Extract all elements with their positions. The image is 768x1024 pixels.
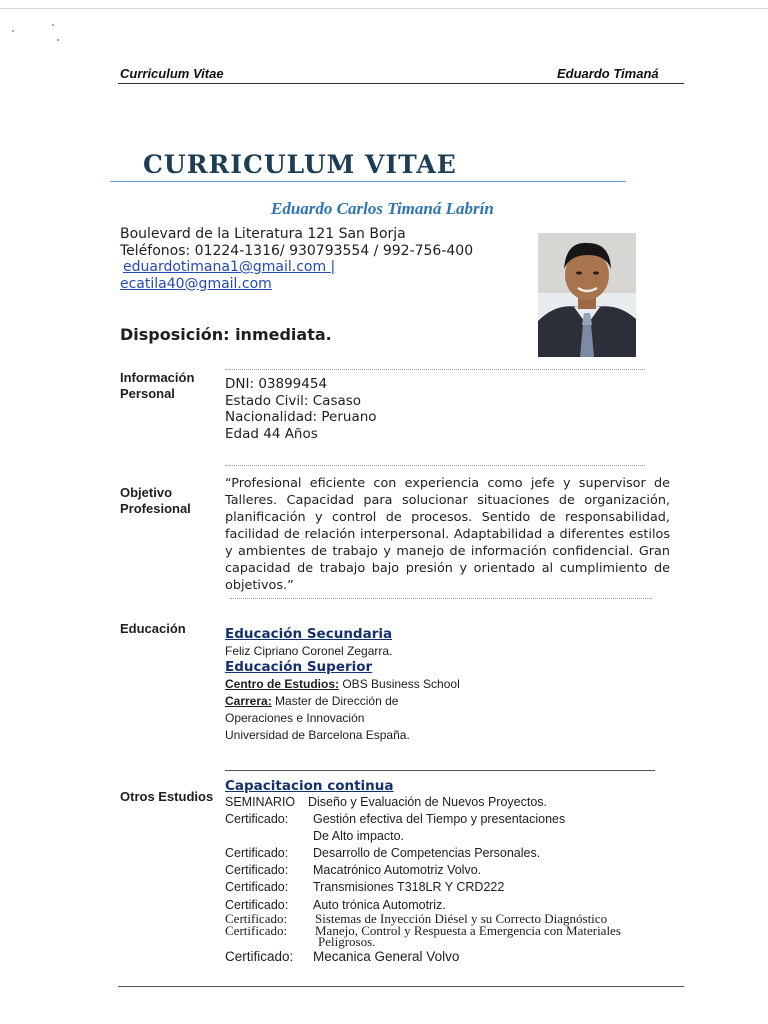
education-label: Educación bbox=[120, 621, 186, 636]
cert-item: Macatrónico Automotriz Volvo. bbox=[313, 863, 482, 877]
document-title: CURRICULUM VITAE bbox=[143, 150, 457, 179]
cert-label: Certificado: bbox=[225, 923, 288, 938]
cert-item: Desarrollo de Competencias Personales. bbox=[313, 846, 541, 860]
email-row bbox=[120, 259, 473, 276]
cert-item: Transmisiones T318LR Y CRD222 bbox=[313, 880, 505, 894]
email-row-2 bbox=[120, 276, 473, 293]
education-block bbox=[225, 626, 460, 744]
cert-label: Certificado: bbox=[225, 863, 289, 877]
objective-text: “Profesional eficiente con experiencia como jefe y supervisor de Talleres. Capacidad para solucionar situaciones de organización, planificación y control de procesos. Sentido de responsabilidad, facilidad de relación interpersonal. Adaptabilidad a diferentes estilos y ambientes de trabajo y manejo de información confidencial. Gran capacidad de trabajo bajo presión y orientado al cumplimiento de objetivos.” bbox=[225, 476, 670, 593]
email-link-1[interactable]: eduardotimana1@gmail.com bbox=[123, 259, 327, 275]
cert-item: Gestión efectiva del Tiempo y presentaciones bbox=[313, 812, 566, 826]
header-rule bbox=[118, 83, 684, 84]
cert-item: De Alto impacto. bbox=[313, 829, 405, 843]
nationality: Nacionalidad: Peruano bbox=[225, 409, 377, 425]
contact-block bbox=[120, 226, 473, 292]
cert-label: Certificado: bbox=[225, 880, 289, 894]
cert-label: Certificado: bbox=[225, 911, 288, 926]
cert-label: Certificado: bbox=[225, 812, 289, 826]
university: Universidad de Barcelona España. bbox=[225, 728, 410, 742]
civil-status: Estado Civil: Casaso bbox=[225, 392, 362, 409]
study-center: Centro de Estudios: OBS Business School bbox=[225, 677, 460, 691]
section-divider bbox=[225, 465, 645, 466]
cert-label: Certificado: bbox=[225, 898, 289, 912]
cert-item: Sistemas de Inyección Diésel y su Correcto Diagnóstico bbox=[315, 911, 608, 926]
secondary-heading: Educación Secundaria bbox=[225, 626, 393, 642]
continuing-heading: Capacitacion continua bbox=[225, 778, 394, 794]
personal-info bbox=[225, 376, 377, 442]
age: Edad 44 Años bbox=[225, 425, 318, 442]
other-studies-label: Otros Estudios bbox=[120, 789, 214, 804]
cert-label: Certificado: bbox=[225, 846, 289, 860]
career: Carrera: Master de Dirección de bbox=[225, 694, 399, 708]
cert-item: Manejo, Control y Respuesta a Emergencia con Materiales bbox=[315, 923, 621, 938]
cert-item: Mecanica General Volvo bbox=[313, 949, 460, 964]
section-divider bbox=[225, 369, 645, 370]
cert-item: Peligrosos. bbox=[318, 934, 376, 949]
section-divider bbox=[225, 770, 655, 771]
footer-rule bbox=[118, 986, 684, 987]
title-rule bbox=[110, 181, 626, 182]
phones: Teléfonos: 01224-1316/ 930793554 / 992-756-400 bbox=[120, 242, 474, 259]
address: Boulevard de la Literatura 121 San Borja bbox=[120, 226, 406, 242]
person-name: Eduardo Carlos Timaná Labrín bbox=[271, 199, 494, 218]
header-right: Eduardo Timaná bbox=[557, 66, 659, 81]
portrait-image bbox=[538, 233, 636, 357]
career-line-2: Operaciones e Innovación bbox=[225, 711, 365, 725]
header-left: Curriculum Vitae bbox=[120, 66, 224, 81]
secondary-school: Feliz Cipriano Coronel Zegarra. bbox=[225, 644, 393, 658]
objective-label: Objetivo Profesional bbox=[120, 485, 191, 516]
scan-speck bbox=[12, 30, 14, 32]
scan-speck bbox=[57, 39, 59, 41]
profile-photo bbox=[538, 233, 636, 357]
section-divider bbox=[230, 598, 652, 599]
scan-speck bbox=[52, 24, 54, 26]
seminar-label: SEMINARIO bbox=[225, 795, 296, 809]
personal-label: Información Personal bbox=[120, 370, 195, 401]
availability: Disposición: inmediata. bbox=[120, 325, 332, 344]
email-link-2[interactable]: ecatila40@gmail.com bbox=[120, 275, 272, 292]
scan-edge-line bbox=[0, 8, 768, 9]
higher-heading: Educación Superior bbox=[225, 659, 373, 675]
dni: DNI: 03899454 bbox=[225, 376, 328, 392]
cert-item: Auto trónica Automotriz. bbox=[313, 898, 446, 912]
seminar-value: Diseño y Evaluación de Nuevos Proyectos. bbox=[308, 795, 548, 809]
email-separator: | bbox=[326, 259, 336, 275]
cert-label: Certificado: bbox=[225, 949, 294, 964]
